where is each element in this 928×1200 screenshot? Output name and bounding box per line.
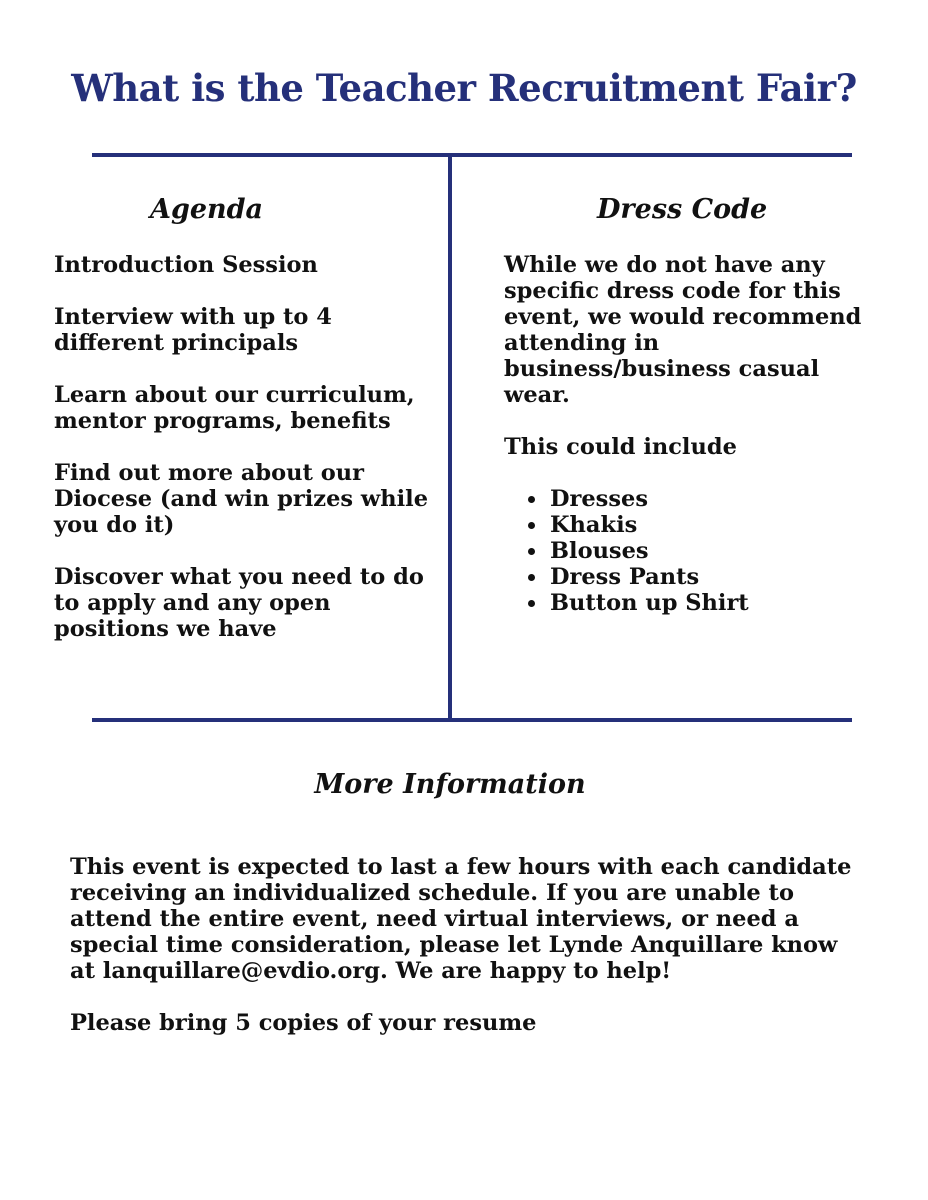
dress-code-item: Dresses bbox=[550, 486, 864, 512]
agenda-heading: Agenda bbox=[150, 194, 264, 225]
dress-code-heading: Dress Code bbox=[597, 194, 768, 225]
more-information-body bbox=[70, 854, 860, 1062]
dress-code-item: Blouses bbox=[550, 538, 864, 564]
dress-code-intro: This could include bbox=[504, 434, 737, 460]
dress-code-item: Button up Shirt bbox=[550, 590, 864, 616]
agenda-item: Interview with up to 4 different principals bbox=[54, 304, 332, 356]
agenda-item: Introduction Session bbox=[54, 252, 318, 278]
agenda-item: Find out more about our Diocese (and win prizes while you do it) bbox=[54, 460, 429, 538]
dress-code-body bbox=[504, 252, 864, 616]
more-information-heading: More Information bbox=[314, 769, 586, 800]
agenda-item: Discover what you need to do to apply and any open positions we have bbox=[54, 564, 424, 642]
dress-code-item: Dress Pants bbox=[550, 564, 864, 590]
bottom-divider bbox=[92, 718, 852, 722]
more-information-paragraph: This event is expected to last a few hours with each candidate receiving an individualized schedule. If you are unable to attend the entire event, need virtual interviews, or need a special time consideration, please let Lynde Anquillare know at lanquillare@evdio.org. We are happy to help! bbox=[70, 854, 852, 984]
page-title: What is the Teacher Recruitment Fair? bbox=[71, 66, 857, 110]
resume-note: Please bring 5 copies of your resume bbox=[70, 1010, 537, 1036]
dress-code-list bbox=[504, 486, 864, 616]
top-divider bbox=[92, 153, 852, 157]
agenda-item: Learn about our curriculum, mentor programs, benefits bbox=[54, 382, 415, 434]
agenda-list bbox=[54, 252, 434, 668]
dress-code-item: Khakis bbox=[550, 512, 864, 538]
dress-code-paragraph: While we do not have any specific dress code for this event, we would recommend attending in business/business casual wear. bbox=[504, 252, 862, 408]
column-divider bbox=[448, 155, 452, 720]
